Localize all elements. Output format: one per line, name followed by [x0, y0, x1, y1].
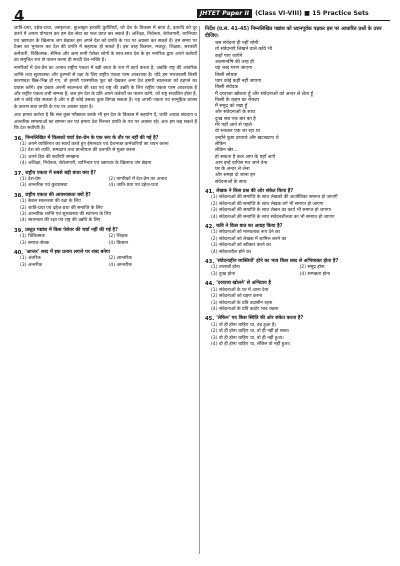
poem-line: और संवेदनाओं के साथ — [215, 110, 255, 116]
left-column — [14, 26, 197, 269]
question-text: प्रस्तुत गद्यांश में किस पेशेवर की चर्चा नहीं की गई है? — [25, 227, 118, 233]
poem-line: घर के अन्दर ले लेना — [215, 167, 250, 173]
question-text: निम्नलिखित में किसको चर्चा देश-प्रेम के एक रूप के तौर पर नहीं की गई है? — [25, 135, 159, 141]
option-key: (1) — [211, 230, 218, 236]
option-text: वो ही होना चाहिए था, वो ही नहीं हुआ। — [219, 335, 284, 341]
option-text: अन्तरीक — [28, 262, 43, 268]
sets-text: 15 Practice Sets — [312, 10, 369, 17]
option-text: अंतरिक — [28, 256, 41, 262]
option-text: आन्तरिक शान्ति एवं सुव्यवस्था की स्थापना के लिए — [28, 211, 112, 217]
option-key: (3) — [211, 335, 218, 341]
question-text: 'आन्तर' शब्द में इक प्रत्यय लगाने पर शब्द बनेगा — [25, 250, 110, 255]
poem-line: मेरे पहाँ आने से पहले — [215, 123, 252, 129]
answer-option — [109, 241, 198, 247]
poem-line: कहाँ पाए जाएँगे — [215, 53, 243, 59]
option-text: संवेदनाओं को लेखक में शामिल करने का — [219, 236, 287, 242]
poem-line: लेकिन खेर... — [215, 148, 238, 154]
option-text: आन्तरिक — [116, 256, 132, 262]
answer-option — [205, 215, 388, 221]
option-key: (2) — [299, 265, 307, 271]
answer-option — [109, 263, 198, 269]
option-text: समाज-सेवक — [28, 240, 50, 246]
question-number: 39. — [14, 227, 24, 234]
passage-paragraph: नागरिकों में देश-प्रेम का अभाव राष्ट्रीय एकता में बड़ी बाधा के रूप में कार्य करता है, जबकि राष्ट्र की आंतरिक शान्ति तथा सुव्यवस्था और दुश्मनों से रक्षा के लिए राष्ट्रीय एकता परम आवश्यक है। यदि हम भारतवासी किसी कारणवश छिन्न-भिन्न हो गए, तो हमारी पारस्परिक फूट को देखकर अन्य देश हमारी स्वतन्त्रता को हड़पने का प्रयास करेंगे। इस प्रकार अपनी स्वतन्त्रता की रक्षा एवं राष्ट्र की उन्नति के लिए राष्ट्रीय एकता परम आवश्यक है और राष्ट्रीय एकता तभी सम्भव है, जब हम देश के प्रति अपने कर्तव्यों का पालन करेंगे, जो राष्ट्र संचालित होता है, उसे न कोई तोड़ सकता है और न ही कोई उसका कुछ बिगाड़ सकता है। यह अपनी एकता एवं सामूहिक प्रयास के कारण सदा प्रगति के पथ पर अग्रसर रहता है। — [14, 66, 197, 110]
poem-line: उन्होंने कुछ दरवाजे और खटखटाए थे — [215, 135, 279, 141]
question-text: राष्ट्रीय एकता की आवश्यकता क्यों है? — [25, 192, 91, 198]
option-text: अपने हित की सर्वोपरि समझना — [28, 154, 80, 160]
poem-line: प्यार कोई कहीं नहीं जाएगा — [215, 78, 262, 84]
option-text: जाति-प्रथा एवं दहेज-प्रथा की समाप्ति के लिए — [28, 205, 103, 211]
question-number: 41. — [205, 189, 215, 196]
option-key: (4) — [20, 161, 27, 167]
poem-line: यह शब्द मरण जाएगा — [215, 66, 253, 72]
answer-option — [20, 263, 109, 269]
poem-line: मैं दरवाजा खोलता हूँ और संवेदनाओं को अन्दर ले लेता हूँ — [215, 91, 314, 97]
question-text: लेखक ने किस प्रश्न की ओर संकेत किया है? — [216, 189, 294, 195]
answer-option — [205, 307, 388, 313]
question-number: 37. — [14, 170, 24, 177]
passage-paragraph: अतः हमारा कर्तव्य है कि सब कुछ न्यौछावर करके भी हम देश के विकास में सहयोग दें, जाति अथवा संप्रदाय व आन्तरिक समस्याओं का सामना कर एवं हमारा देश निरन्तर प्रगति के पथ पर अग्रसर रहे। अतः हम कह सकते हैं कि देश सर्वोपरि है। — [14, 113, 197, 132]
option-key: (3) — [211, 271, 218, 277]
option-list — [14, 256, 197, 269]
option-text: नागरिकों में देश-प्रेम का अभाव — [116, 176, 167, 182]
option-key: (2) — [108, 176, 116, 182]
class-text: (Class VI-VIII) — [255, 10, 302, 17]
option-key: (1) — [20, 234, 27, 240]
option-text: देश को जाति, सम्प्रदाय तथा प्रान्तीयता की दलगति से मुक्त करना — [28, 148, 136, 154]
option-key: (4) — [211, 249, 218, 255]
option-list — [205, 265, 388, 278]
option-text: स्वतन्त्रता की रक्षा एवं राष्ट्र की उन्नति के लिए — [28, 218, 101, 224]
poem-line: आप इन्हें वापिस मत जाने देना — [215, 160, 268, 166]
option-text: जाति-प्रथा एवं दहेज-प्रथा — [116, 183, 159, 189]
option-list — [14, 199, 197, 225]
series-tag: JHTET Paper II — [197, 9, 252, 18]
answer-option — [20, 183, 109, 189]
option-key: (4) — [108, 240, 116, 246]
option-text: देश-प्रेम — [28, 176, 41, 182]
poem-line: किसी सोचक — [215, 72, 238, 78]
option-text: अशिक्षा, निर्धनता, बेरोजगारी, व्यभिचार एवं भ्रष्टाचार के खिलाफ जंग छेड़ना — [28, 161, 152, 167]
answer-option — [205, 250, 388, 256]
option-key: (3) — [20, 262, 27, 268]
option-key: (2) — [20, 205, 27, 211]
option-text: वो ही होना चाहिए था, वह हुआ है। — [219, 322, 277, 328]
option-key: (2) — [108, 234, 116, 240]
question-text: 'लेकिन' पद किस स्थिति की ओर संकेत करता है? — [216, 316, 304, 322]
option-text: संवेदनाओं के घर में आना देना — [219, 287, 269, 293]
option-list — [14, 177, 197, 190]
option-key: (4) — [299, 271, 307, 277]
question-text: राष्ट्रीय एकता में सबसे बड़ी बाधा क्या है? — [25, 170, 96, 176]
option-key: (4) — [108, 262, 116, 268]
option-key: (1) — [20, 256, 27, 262]
poem — [205, 41, 388, 186]
option-text: चिकित्सक — [28, 234, 45, 240]
option-key: (3) — [20, 154, 27, 160]
question-text: कवि ने किस बात का आग्रह किया है? — [216, 224, 283, 230]
poem-line: किसी के कहन का रोकता — [215, 97, 259, 103]
question-number: 44. — [205, 281, 215, 288]
option-key: (4) — [211, 306, 218, 312]
answer-option — [14, 161, 197, 167]
column-divider — [199, 26, 200, 554]
option-text: वो ही होना चाहिए था, लेकिन वो नहीं हुआ। — [219, 341, 291, 347]
poem-line: दुःख सब एक बार का है — [215, 116, 256, 122]
option-key: (4) — [20, 218, 27, 224]
option-key: (3) — [20, 240, 27, 246]
option-key: (1) — [211, 195, 218, 201]
option-key: (2) — [211, 329, 218, 335]
option-text: तालाबों होना — [219, 265, 240, 271]
answer-option — [211, 272, 300, 278]
option-key: (1) — [211, 265, 218, 271]
option-key: (1) — [211, 287, 218, 293]
option-list — [205, 195, 388, 221]
option-text: आन्तरीक — [116, 262, 132, 268]
option-key: (1) — [20, 199, 27, 205]
option-text: समुद्र होना — [307, 265, 325, 271]
question-number: 38. — [14, 192, 24, 199]
poem-line: लेकिन — [215, 141, 226, 147]
question-text: 'दरवाजा खोलने' से अभिप्राय है — [216, 281, 271, 287]
option-list — [14, 142, 197, 168]
question-text: 'संवेदनाहीन व्यक्तियों' होने का भाव किस शब्द से अभिव्यक्त होता है? — [216, 259, 339, 265]
right-column — [205, 26, 388, 348]
question-number: 45. — [205, 316, 215, 323]
poem-line: संवेदनाओं के साथ — [215, 179, 247, 185]
option-text: संवेदनाओं की समाप्ति के साथ लेखकों की आजीविका समाप्त हो जाएगी — [219, 195, 338, 201]
option-text: वो ही होना चाहिए था, वो ही नहीं हो सका। — [219, 329, 290, 335]
header-separator: ■ — [304, 10, 310, 17]
passage-paragraph: जाति-प्रथा, दहेज-प्रथा, अस्पृश्यता, छुआछूत इत्यादि कुरीतियाँ, जो देश के विकास में बाधा है, इत्यादि को दूर करने में अपना योगदान कर हम देश-सेवा का फल प्राप्त कर सकते हैं। अशिक्षा, निर्धनता, बेरोजगारी, व्यभिचार एवं भ्रष्टाचार के खिलाफ जंग छेड़कर हम अपने देश को प्रगति के पथ पर अग्रसर कर सकते हैं। हम समय पर टैक्स का भुगतान कर देश की प्रगति में सहायक हो सकते हैं। इस तरह किसान, मजदूर, शिक्षक, सरकारी कर्मचारी, चिकित्सक, सैनिक और अन्य सभी पेशेवर लोगों के साथ-साथ देश के हर नागरिक द्वारा अपने कर्तव्यों का समुचित रूप से पालन करना ही सच्ची देश-भक्ति है। — [14, 26, 197, 64]
header-rule — [12, 20, 390, 21]
option-key: (2) — [211, 201, 218, 207]
poem-line: वो रुककर एक जा रहा था — [215, 129, 260, 135]
option-text: संवेदनाओं की समाप्ति के साथ लेखन का कार्य भी समाप्त हो जाएगा — [219, 208, 331, 214]
option-text: संवेदनाओं के प्रति उदासीन रहना — [219, 300, 273, 306]
option-key: (2) — [20, 148, 27, 154]
question-number: 42. — [205, 224, 215, 231]
poem-line: जब संवेदना ही नहीं रहेगी — [215, 41, 259, 47]
answer-option — [300, 272, 389, 278]
page-number: 4 — [14, 7, 25, 25]
option-key: (4) — [211, 214, 218, 220]
option-text: शिक्षक — [116, 234, 128, 240]
poem-line: आत्मान्वेषि की तरह ही — [215, 60, 255, 66]
option-key: (4) — [211, 341, 218, 347]
option-key: (3) — [20, 183, 27, 189]
option-key: (3) — [211, 300, 218, 306]
poem-line: मैं समुद्र को रखा हूँ — [215, 104, 248, 110]
option-text: अपने व्यक्तिगत का स्वार्थ करते हुए ईमानदार एवं देशभक्त कर्मचारियों का चयन करना — [28, 141, 169, 147]
option-key: (1) — [211, 322, 218, 328]
option-list — [14, 234, 197, 247]
question-list — [14, 136, 197, 270]
option-key: (2) — [211, 236, 218, 242]
option-key: (4) — [108, 183, 116, 189]
option-list — [205, 230, 388, 256]
question-number: 43. — [205, 259, 215, 266]
poem-line: किसी संवेदक — [215, 85, 239, 91]
option-text: दुःख होना — [219, 271, 235, 277]
option-key: (1) — [20, 176, 27, 182]
option-text: संवेदनाओं को स्वीकार करने का — [219, 243, 271, 249]
option-key: (1) — [20, 141, 27, 147]
question-list — [205, 189, 388, 348]
option-key: (3) — [211, 243, 218, 249]
option-text: आन्तरिक एवं कुव्यवस्था — [28, 183, 68, 189]
option-text: संवेदनशील होने का — [219, 249, 251, 255]
poem-line: हो सकता है कल आप के यहाँ आएँ — [215, 154, 276, 160]
option-text: किसान — [116, 240, 129, 246]
answer-option — [20, 241, 109, 247]
instruction-text: निर्देश (प्र.सं. 41-45) निम्नलिखित पद्यांश को ध्यानपूर्वक पढ़कर इस पर आधारित प्रश्नों के उत्तर दीजिए। — [205, 26, 382, 39]
option-list — [205, 288, 388, 314]
option-text: केवल स्वतन्त्रता की रक्षा के लिए — [28, 199, 81, 205]
poem-line: और समझ दो जाना इन — [215, 173, 256, 179]
question-number: 36. — [14, 135, 24, 142]
answer-option — [205, 342, 388, 348]
option-text: संवेदनाओं की समाप्ति के साथ लेखक वर्ग भी समाप्त हो जाएगा — [219, 201, 324, 207]
header-class-text — [252, 10, 369, 17]
running-header — [197, 9, 390, 18]
option-text: संवेदनाओं के प्रति कठोर भाव रखना — [219, 306, 279, 312]
option-text: संवेदनाओं को मानवताक रूप देने का — [219, 230, 280, 236]
option-text: संवेदनाओं की समाप्ति के साथ संवेदनशीलता का भी समाप्त हो जाएगा — [219, 214, 335, 220]
option-key: (2) — [108, 256, 116, 262]
question-number: 40. — [14, 250, 24, 256]
option-key: (3) — [211, 208, 218, 214]
option-text: सम्पन्नता होना — [307, 271, 330, 277]
poem-line: तो संवेदनाएँ लिखने वाले कवि भी — [215, 47, 273, 53]
option-key: (2) — [211, 294, 218, 300]
option-list — [205, 323, 388, 349]
answer-option — [14, 218, 197, 224]
option-key: (3) — [20, 211, 27, 217]
answer-option — [109, 183, 198, 189]
option-text: संवेदनाओं को ग्रहण करना — [219, 294, 263, 300]
